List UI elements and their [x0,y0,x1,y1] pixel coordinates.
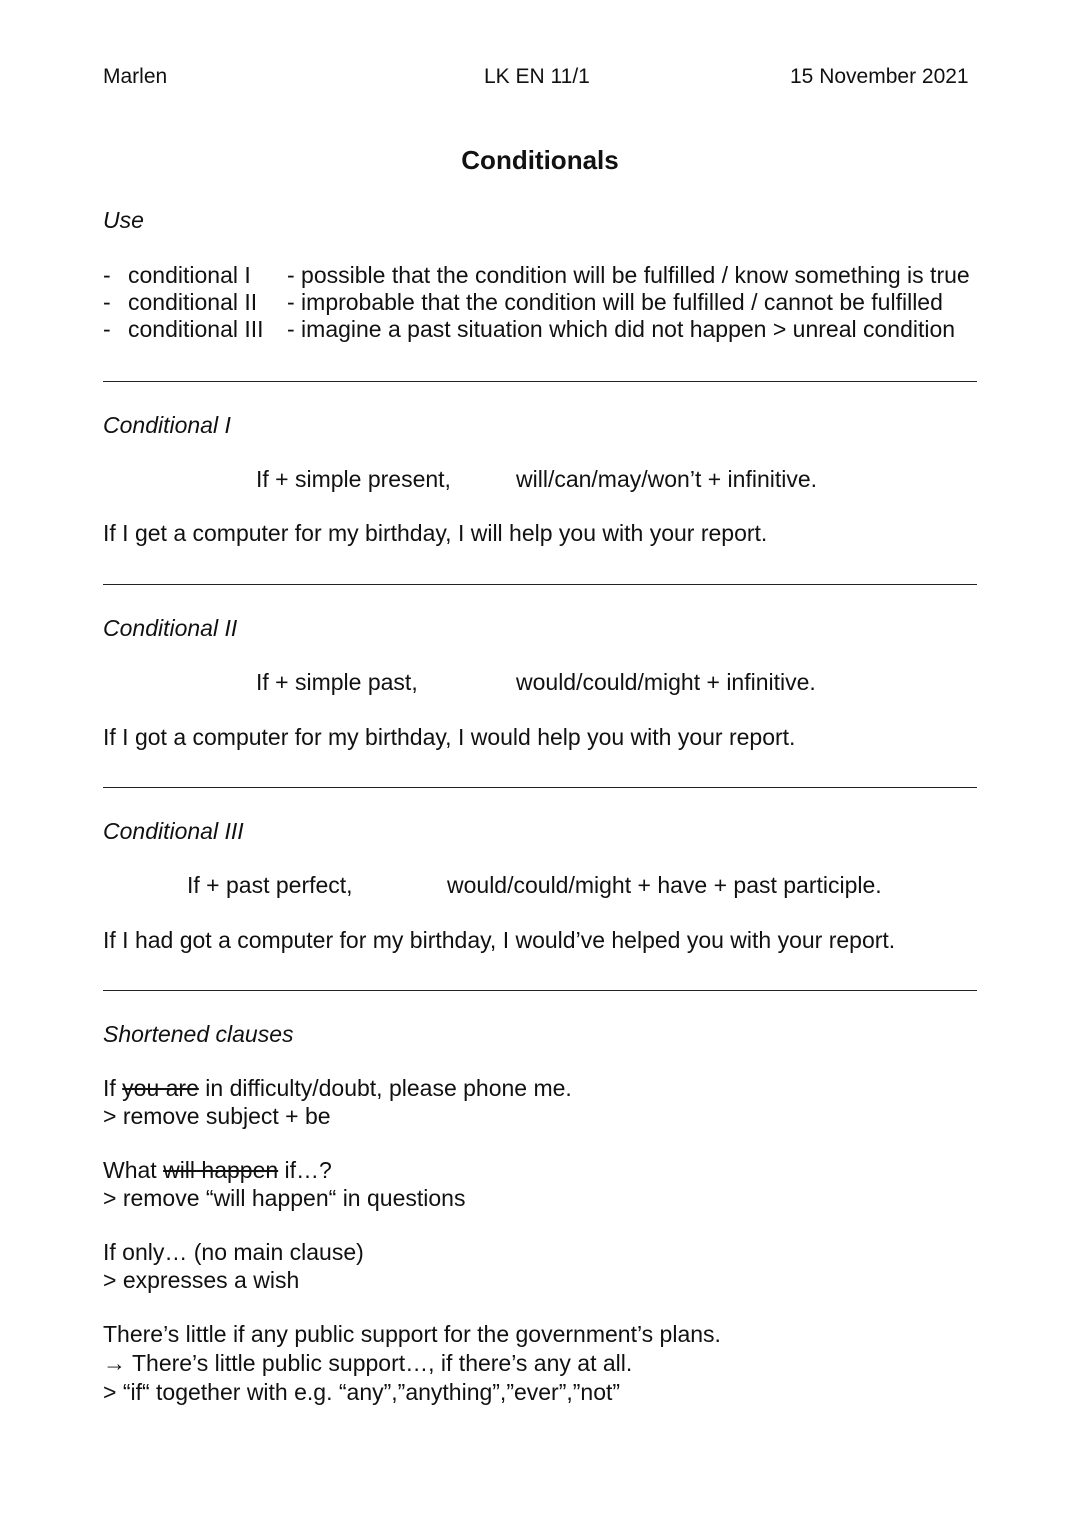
example-note: > “if“ together with e.g. “any”,”anything”,”ever”,”not” [103,1379,621,1405]
conditional-3-heading: Conditional III [103,818,244,844]
struck-text: will happen [163,1157,279,1183]
list-item: - conditional I - possible that the condition will be fulfilled / know something is true [103,262,970,288]
author-name: Marlen [103,65,168,88]
conditional-1-main-clause: will/can/may/won’t + infinitive. [516,466,818,492]
conditional-1-heading: Conditional I [103,412,231,438]
divider [103,787,977,788]
use-heading: Use [103,207,144,233]
example-sentence: If only… (no main clause) [103,1239,364,1265]
conditional-3-main-clause: would/could/might + have + past participle. [447,872,882,898]
example-sentence: What will happen if…? [103,1157,332,1183]
struck-text: you are [122,1075,199,1101]
use-description: - improbable that the condition will be fulfilled / cannot be fulfilled [287,289,943,315]
divider [103,990,977,991]
example-note: > remove subject + be [103,1103,331,1129]
use-term: conditional II [128,289,258,315]
conditional-2-example: If I got a computer for my birthday, I would help you with your report. [103,724,796,750]
conditional-2-main-clause: would/could/might + infinitive. [516,669,816,695]
use-term: conditional I [128,262,251,288]
use-description: - possible that the condition will be fulfilled / know something is true [287,262,970,288]
example-note: > expresses a wish [103,1267,300,1293]
course-code: LK EN 11/1 [484,65,590,88]
shortened-example-4 [103,1320,721,1407]
example-note: > remove “will happen“ in questions [103,1185,466,1211]
example-sentence: If you are in difficulty/doubt, please phone me. [103,1075,572,1101]
document-date: 15 November 2021 [790,65,969,88]
conditional-1-example: If I get a computer for my birthday, I will help you with your report. [103,520,768,546]
use-term: conditional III [128,316,264,342]
example-sentence: There’s little if any public support for the government’s plans. [103,1321,721,1347]
page-title: Conditionals [461,145,619,175]
conditional-3-example: If I had got a computer for my birthday, I would’ve helped you with your report. [103,927,896,953]
divider [103,584,977,585]
shortened-example-3 [103,1238,364,1294]
conditional-1-if-clause: If + simple present, [256,466,451,492]
list-item: - conditional II - improbable that the condition will be fulfilled / cannot be fulfilled [103,289,943,315]
shortened-example-1 [103,1074,572,1130]
conditional-2-heading: Conditional II [103,615,238,641]
example-arrow-line: → There’s little public support…, if there’s any at all. [103,1350,633,1376]
shortened-example-2 [103,1156,465,1212]
divider [103,381,977,382]
conditional-3-if-clause: If + past perfect, [187,872,353,898]
list-item: - conditional III - imagine a past situation which did not happen > unreal condition [103,316,956,342]
conditional-2-if-clause: If + simple past, [256,669,418,695]
use-list [103,262,970,343]
shortened-clauses-heading: Shortened clauses [103,1021,294,1047]
use-description: - imagine a past situation which did not happen > unreal condition [287,316,956,342]
